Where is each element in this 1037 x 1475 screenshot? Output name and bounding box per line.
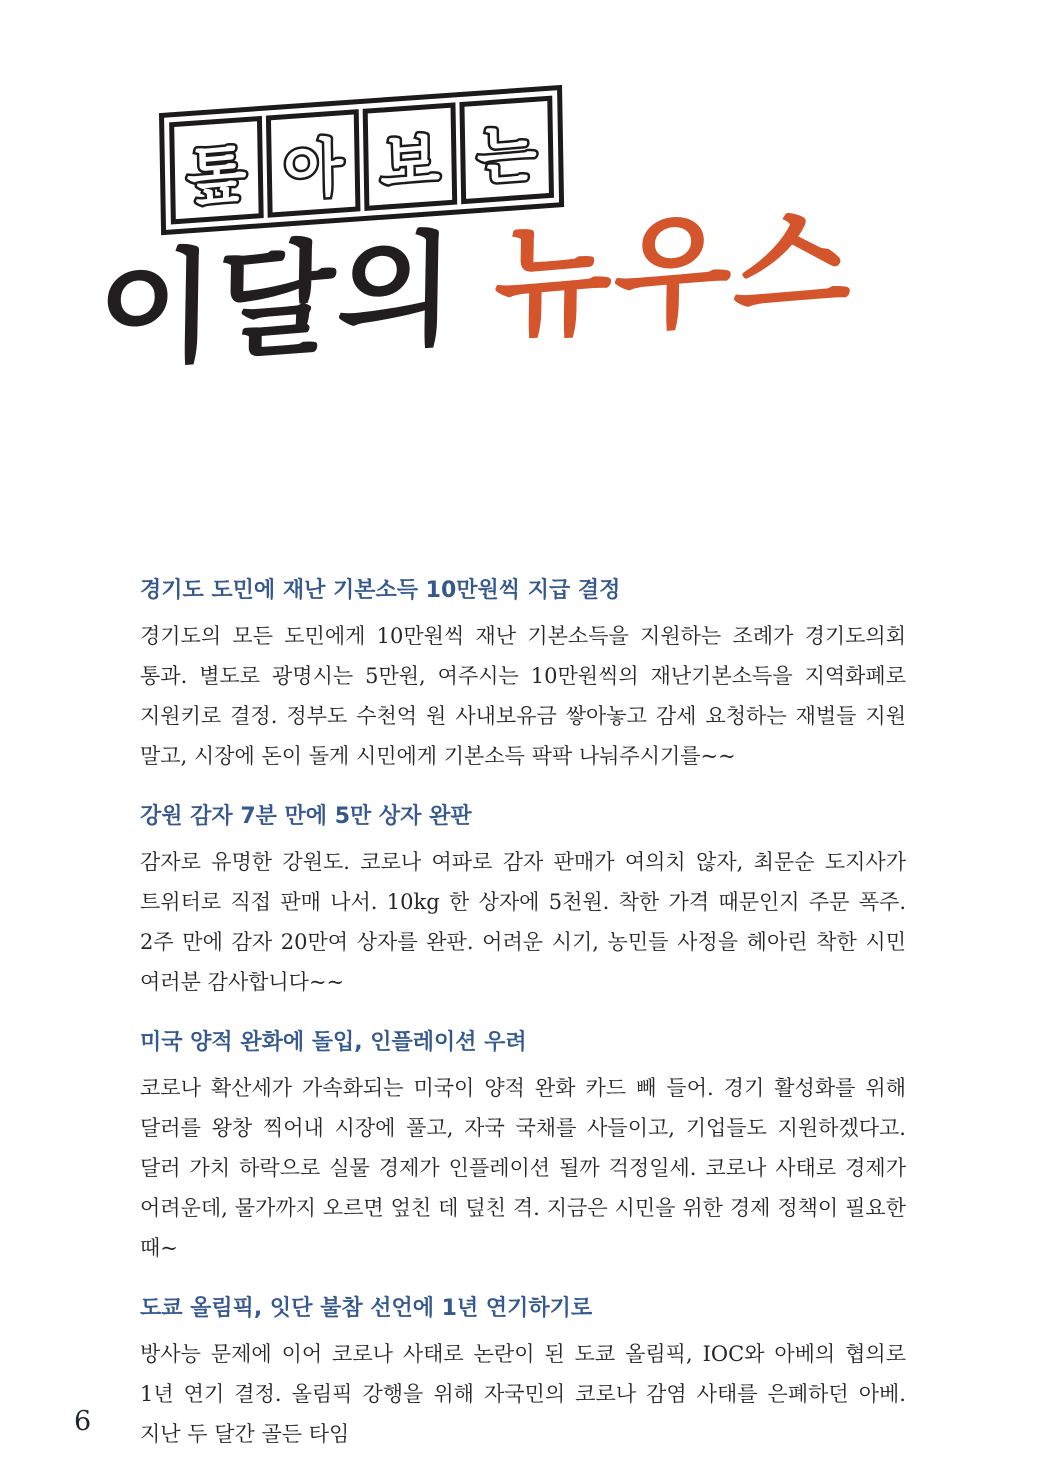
news-section-1 bbox=[140, 578, 906, 776]
logo-box-char: 아 bbox=[266, 109, 361, 218]
logo-box-row bbox=[159, 85, 564, 235]
section-body: 경기도의 모든 도민에게 10만원씩 재난 기본소득을 지원하는 조례가 경기도의회 통과. 별도로 광명시는 5만원, 여주시는 10만원씩의 재난기본소득을 지역화폐로 지원키로 결정. 정부도 수천억 원 사내보유금 쌓아놓고 감세 요청하는 재벌들 지원 말고, 시장에 돈이 돌게 시민에게 기본소득 팍팍 나눠주시기를~~ bbox=[140, 624, 906, 768]
page-number: 6 bbox=[74, 1406, 92, 1437]
news-section-2 bbox=[140, 804, 906, 1002]
logo-box-char: 는 bbox=[459, 96, 554, 205]
section-body: 코로나 확산세가 가속화되는 미국이 양적 완화 카드 빼 들어. 경기 활성화를 위해 달러를 왕창 찍어내 시장에 풀고, 자국 국채를 사들이고, 기업들도 지원하겠다고. 달러 가치 하락으로 실물 경제가 인플레이션 될까 걱정일세. 코로나 사태로 경제가 어려운데, 물가까지 오르면 엎친 데 덮친 격. 지금은 시민을 위한 경제 정책이 필요한 때~ bbox=[140, 1076, 906, 1260]
section-body: 방사능 문제에 이어 코로나 사태로 논란이 된 도쿄 올림픽, IOC와 아베의 협의로 1년 연기 결정. 올림픽 강행을 위해 자국민의 코로나 감염 사태를 은폐하던 아베. 지난 두 달간 골든 타임 bbox=[140, 1342, 906, 1446]
section-heading: 경기도 도민에 재난 기본소득 10만원씩 지급 결정 bbox=[140, 578, 621, 603]
logo-box-char: 톺 bbox=[169, 116, 264, 225]
logo-title-black: 이달의 bbox=[96, 217, 458, 386]
logo-box-char: 보 bbox=[363, 102, 458, 211]
masthead-logo bbox=[84, 58, 960, 386]
section-heading: 도쿄 올림픽, 잇단 불참 선언에 1년 연기하기로 bbox=[140, 1296, 593, 1321]
section-heading: 강원 감자 7분 만에 5만 상자 완판 bbox=[140, 804, 472, 829]
news-section-4 bbox=[140, 1296, 906, 1454]
news-list bbox=[140, 578, 906, 1475]
section-body: 감자로 유명한 강원도. 코로나 여파로 감자 판매가 여의치 않자, 최문순 도지사가 트위터로 직접 판매 나서. 10kg 한 상자에 5천원. 착한 가격 때문인지 주문 폭주. 2주 만에 감자 20만여 상자를 완판. 어려운 시기, 농민들 사정을 헤아린 착한 시민 여러분 감사합니다~~ bbox=[140, 850, 906, 994]
news-section-3 bbox=[140, 1030, 906, 1268]
logo-title-orange: 뉴우스 bbox=[493, 189, 855, 358]
section-heading: 미국 양적 완화에 돌입, 인플레이션 우려 bbox=[140, 1030, 527, 1055]
